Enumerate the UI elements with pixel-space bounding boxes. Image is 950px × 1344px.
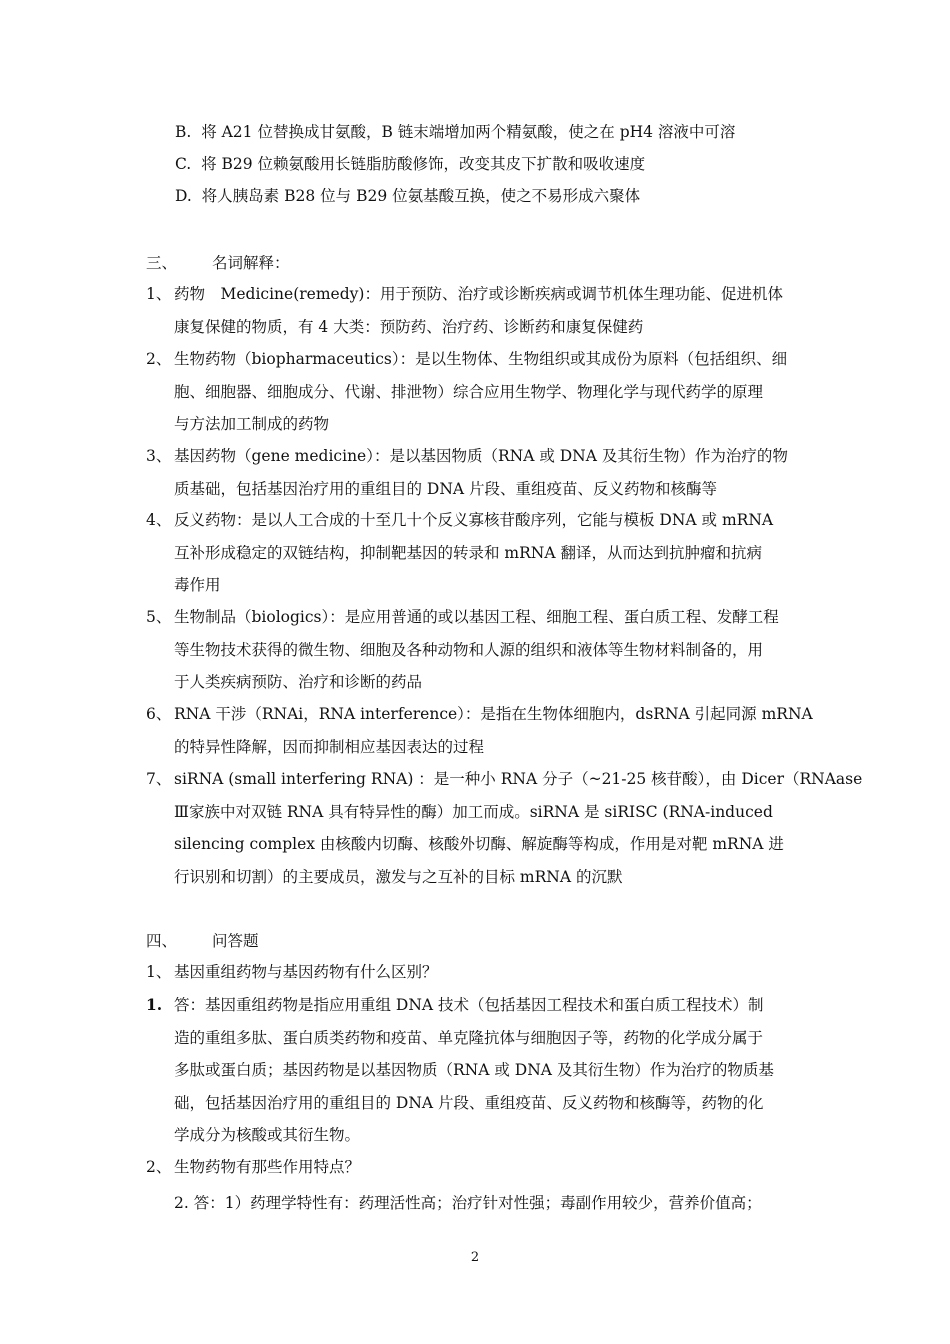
question-item: 1、 基因重组药物与基因药物有什么区别？ — [146, 963, 438, 981]
term-item: 3、 基因药物（gene medicine）：是以基因物质（RNA 或 DNA 及其衍生物）作为治疗的物 质基础，包括基因治疗用的重组目的 DNA 片段、重组疫苗、反义药物和核酶等 — [146, 447, 788, 498]
term-item: 5、 生物制品（biologics）：是应用普通的或以基因工程、细胞工程、蛋白质工程、发酵工程 等生物技术获得的微生物、细胞及各种动物和人源的组织和液体等生物材料制备的，用 于人类疾病预防、治疗和诊断的药品 — [146, 608, 779, 691]
page-number: 2 — [470, 1250, 480, 1265]
term-item: 4、 反义药物：是以人工合成的十至几十个反义寡核苷酸序列，它能与模板 DNA 或 mRNA 互补形成稳定的双链结构，抑制靶基因的转录和 mRNA 翻译，从而达到抗肿瘤和抗病 毒作用 — [146, 511, 774, 594]
section-heading-qa: 四、 问答题 — [146, 932, 259, 950]
question-item: 2、 生物药物有那些作用特点？ — [146, 1158, 361, 1176]
section-heading-terms: 三、 名词解释： — [146, 254, 290, 272]
answer-item: 1. 答：基因重组药物是指应用重组 DNA 技术（包括基因工程技术和蛋白质工程技术）制 造的重组多肽、蛋白质类药物和疫苗、单克隆抗体与细胞因子等，药物的化学成分属于 多肽或蛋白质；基因药物是以基因物质（RNA 或 DNA 及其衍生物）作为治疗的物质基 础，包括基因治疗用的重组目的 DNA 片段、重组疫苗、反义药物和核酶等，药物的化 学成分为核酸或其衍生物。 — [146, 995, 774, 1144]
option-d: D. 将人胰岛素 B28 位与 B29 位氨基酸互换，使之不易形成六聚体 — [175, 187, 641, 205]
option-b: B. 将 A21 位替换成甘氨酸，B 链末端增加两个精氨酸，使之在 pH4 溶液中可溶 — [175, 123, 736, 141]
term-item: 7、 siRNA (small interfering RNA) ：是一种小 RNA 分子（~21-25 核苷酸），由 Dicer（RNAase Ⅲ家族中对双链 RNA 具有特异性的酶）加工而成。siRNA 是 siRISC (RNA-induced silencing complex 由核酸内切酶、核酸外切酶、解旋酶等构成，作用是对靶 mRNA 进 行识别和切割）的主要成员，激发与之互补的目标 mRNA 的沉默 — [146, 770, 863, 886]
term-item: 2、 生物药物（biopharmaceutics）：是以生物体、生物组织或其成份为原料（包括组织、细 胞、细胞器、细胞成分、代谢、排泄物）综合应用生物学、物理化学与现代药学的原理 与方法加工制成的药物 — [146, 350, 788, 433]
answer-2-start: 2. 答：1）药理学特性有：药理活性高；治疗针对性强；毒副作用较少，营养价值高； — [174, 1194, 762, 1212]
option-c: C. 将 B29 位赖氨酸用长链脂肪酸修饰，改变其皮下扩散和吸收速度 — [175, 155, 646, 173]
term-item: 1、 药物 Medicine(remedy)：用于预防、治疗或诊断疾病或调节机体生理功能、促进机体 康复保健的物质，有 4 大类：预防药、治疗药、诊断药和康复保健药 — [146, 285, 783, 336]
term-item: 6、 RNA 干涉（RNAi，RNA interference）：是指在生物体细胞内，dsRNA 引起同源 mRNA 的特异性降解，因而抑制相应基因表达的过程 — [146, 705, 813, 756]
